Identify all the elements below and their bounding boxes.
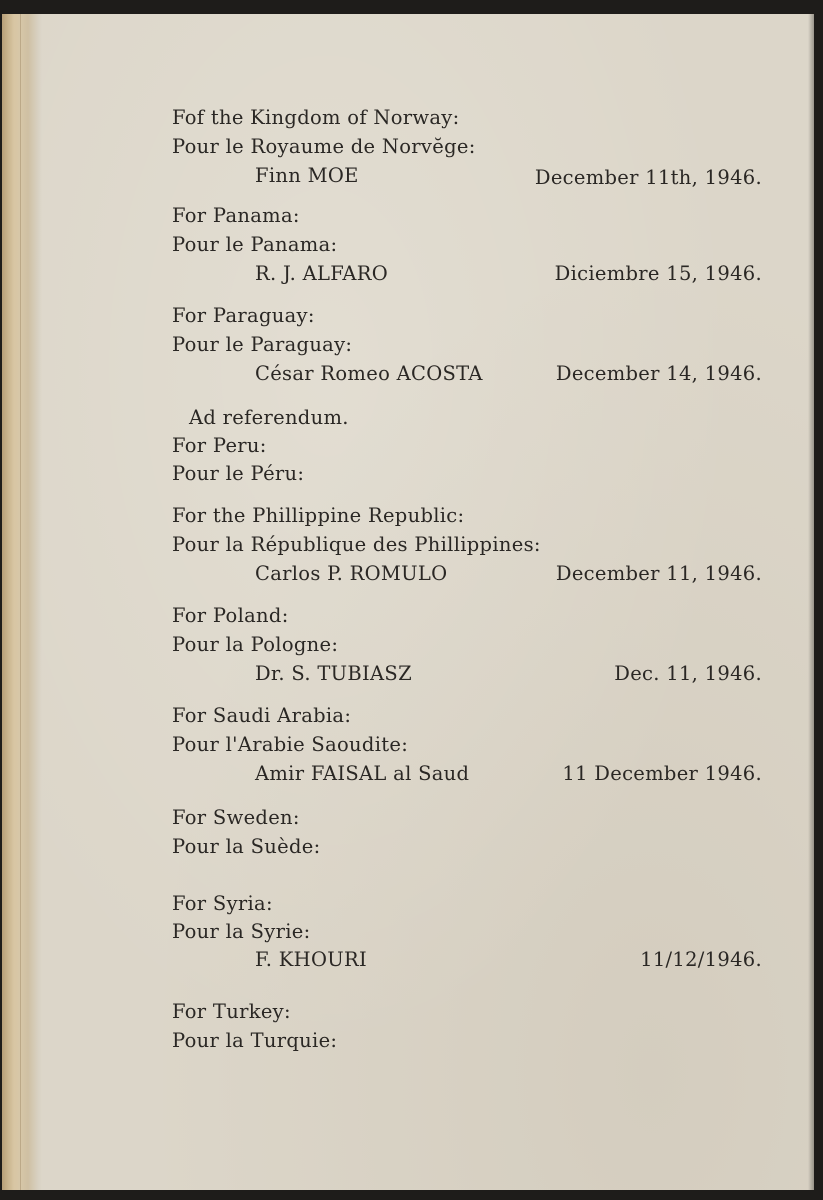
- entry-note: Ad referendum.: [189, 406, 349, 429]
- entry-pour-line: Pour le Péru:: [172, 462, 305, 485]
- entry-date: Diciembre 15, 1946.: [554, 262, 762, 285]
- entry-signatory: Dr. S. TUBIASZ: [255, 662, 412, 685]
- entry-for-line: For Sweden:: [172, 806, 300, 829]
- entry-pour-line: Pour la Suède:: [172, 835, 321, 858]
- entry-for-line: For Panama:: [172, 204, 300, 227]
- entry-pour-line: Pour la République des Phillippines:: [172, 533, 541, 556]
- entry-date: December 14, 1946.: [555, 362, 762, 385]
- entry-pour-line: Pour la Turquie:: [172, 1029, 338, 1052]
- entry-for-line: For the Phillippine Republic:: [172, 504, 465, 527]
- entry-signatory: Carlos P. ROMULO: [255, 562, 448, 585]
- entry-signatory: César Romeo ACOSTA: [255, 362, 483, 385]
- entry-date: 11 December 1946.: [562, 762, 762, 785]
- entry-for-line: For Peru:: [172, 434, 267, 457]
- entry-pour-line: Pour la Syrie:: [172, 920, 311, 943]
- entry-for-line: For Poland:: [172, 604, 289, 627]
- entry-date: 11/12/1946.: [640, 948, 762, 971]
- entry-for-line: For Turkey:: [172, 1000, 291, 1023]
- entry-for-line: For Saudi Arabia:: [172, 704, 352, 727]
- entry-for-line: For Paraguay:: [172, 304, 315, 327]
- entry-signatory: Amir FAISAL al Saud: [255, 762, 470, 785]
- entry-pour-line: Pour la Pologne:: [172, 633, 339, 656]
- document-page: [2, 14, 814, 1190]
- entry-signatory: R. J. ALFARO: [255, 262, 388, 285]
- entry-date: December 11th, 1946.: [534, 166, 762, 189]
- signature-list: [2, 14, 814, 1190]
- entry-pour-line: Pour le Royaume de Norvĕge:: [172, 135, 476, 158]
- entry-pour-line: Pour le Panama:: [172, 233, 338, 256]
- entry-signatory: F. KHOURI: [255, 948, 367, 971]
- entry-for-line: Fof the Kingdom of Norway:: [172, 106, 460, 129]
- entry-date: Dec. 11, 1946.: [614, 662, 762, 685]
- entry-pour-line: Pour l'Arabie Saoudite:: [172, 733, 409, 756]
- entry-signatory: Finn MOE: [255, 164, 359, 187]
- entry-date: December 11, 1946.: [555, 562, 762, 585]
- entry-pour-line: Pour le Paraguay:: [172, 333, 353, 356]
- entry-for-line: For Syria:: [172, 892, 273, 915]
